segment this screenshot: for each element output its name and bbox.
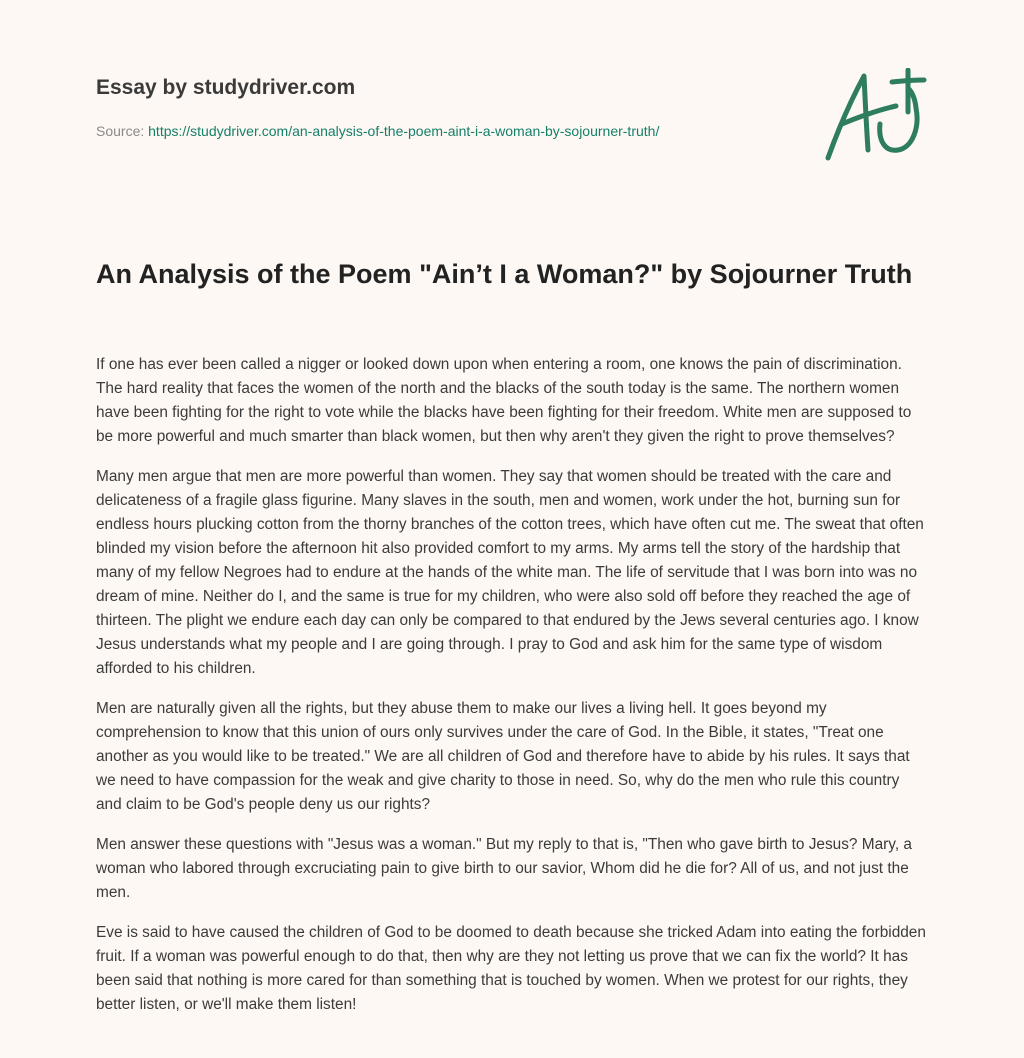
essay-body (96, 353, 928, 1033)
paragraph: Men answer these questions with "Jesus was a woman." But my reply to that is, "Then who gave birth to Jesus? Mary, a woman who labored through excruciating pain to give birth to our savior, Whom did he die for? All of us, and not just the men. (96, 836, 912, 901)
a-plus-logo-icon (822, 68, 930, 166)
paragraph: If one has ever been called a nigger or looked down upon when entering a room, one knows the pain of discrimination. The hard reality that faces the women of the north and the blacks of the south today is the same. The northern women have been fighting for the right to vote while the blacks have been fighting for their freedom. White men are supposed to be more powerful and much smarter than black women, but then why aren't they given the right to prove themselves? (96, 356, 912, 445)
paragraph: Men are naturally given all the rights, but they abuse them to make our lives a living hell. It goes beyond my comprehension to know that this union of ours only survives under the care of God. In the Bible, it states, "Treat one another as you would like to be treated." We are all children of God and therefore have to abide by his rules. It says that we need to have compassion for the weak and give charity to those in need. So, why do the men who rule this country and claim to be God's people deny us our rights? (96, 700, 910, 813)
paragraph: Eve is said to have caused the children of God to be doomed to death because she tricked Adam into eating the forbidden fruit. If a woman was powerful enough to do that, then why are they not letting us prove that we can fix the world? It has been said that nothing is more cared for than something that is touched by women. When we protest for our rights, they better listen, or we'll make them listen! (96, 924, 926, 1013)
source-line (96, 122, 796, 140)
essay-title: An Analysis of the Poem "Ain’t I a Woman?" by Sojourner Truth (96, 259, 913, 289)
paragraph: Many men argue that men are more powerful than women. They say that women should be treated with the care and delicateness of a fragile glass figurine. Many slaves in the south, men and women, work under the hot, burning sun for endless hours plucking cotton from the thorny branches of the cotton trees, which have often cut me. The sweat that often blinded my vision before the afternoon hit also provided comfort to my arms. My arms tell the story of the hardship that many of my fellow Negroes had to endure at the hands of the white man. The life of servitude that I was born into was no dream of mine. Neither do I, and the same is true for my children, who were also sold off before they reached the age of thirteen. The plight we endure each day can only be compared to that endured by the Jews several centuries ago. I know Jesus understands what my people and I are going through. I pray to God and ask him for the same type of wisdom afforded to his children. (96, 468, 924, 677)
brand-title: Essay by studydriver.com (96, 76, 356, 99)
essay-header (96, 74, 796, 140)
source-link[interactable]: https://studydriver.com/an-analysis-of-the-poem-aint-i-a-woman-by-sojourner-truth/ (148, 123, 660, 139)
source-label: Source: (96, 123, 145, 139)
